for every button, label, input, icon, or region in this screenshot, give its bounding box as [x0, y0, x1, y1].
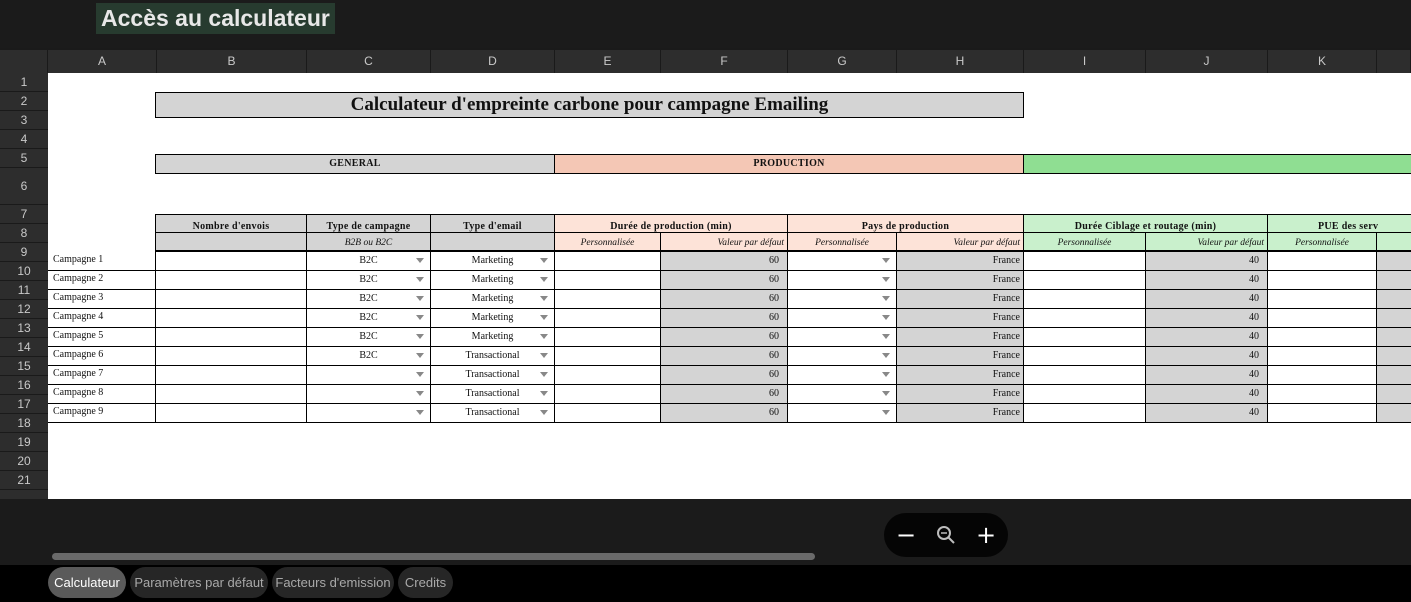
cell-type[interactable] [306, 308, 431, 328]
row-header[interactable]: 14 [0, 338, 48, 357]
cell-value: 60 [769, 293, 779, 304]
cell-duree[interactable] [660, 270, 788, 290]
cell-empty[interactable] [1376, 365, 1411, 385]
cell-name[interactable] [48, 251, 156, 271]
row-header[interactable]: 8 [0, 224, 48, 243]
cell-empty[interactable] [1376, 327, 1411, 347]
dropdown-arrow-icon[interactable] [416, 315, 424, 320]
row-header[interactable]: 21 [0, 471, 48, 490]
dropdown-arrow-icon[interactable] [540, 372, 548, 377]
zoom-reset-button[interactable] [934, 513, 958, 557]
cell-type[interactable] [306, 251, 431, 271]
cell-name[interactable] [48, 327, 156, 347]
dropdown-arrow-icon[interactable] [416, 391, 424, 396]
cell-value: B2C [359, 255, 378, 266]
sheet-title: Calculateur d'empreinte carbone pour campagne Emailing [155, 92, 1024, 118]
dropdown-arrow-icon[interactable] [540, 277, 548, 282]
row-header[interactable]: 9 [0, 243, 48, 262]
dropdown-arrow-icon[interactable] [882, 258, 890, 263]
cell-duree[interactable] [660, 403, 788, 423]
cell-email[interactable] [430, 251, 555, 271]
cell-value: France [992, 255, 1020, 266]
cell-empty[interactable] [787, 327, 897, 347]
cell-value: B2C [359, 312, 378, 323]
cell-value: 40 [1249, 293, 1259, 304]
cell-type[interactable] [306, 384, 431, 404]
cell-value: France [992, 350, 1020, 361]
cell-type[interactable] [306, 270, 431, 290]
zoom-icon [936, 525, 956, 545]
dropdown-arrow-icon[interactable] [882, 410, 890, 415]
cell-type[interactable] [306, 289, 431, 309]
cell-value: B2C [359, 274, 378, 285]
cell-value: 60 [769, 350, 779, 361]
subheader-ciblage-defaut: Valeur par défaut [1145, 232, 1268, 251]
dropdown-arrow-icon[interactable] [882, 315, 890, 320]
cell-value: B2C [359, 293, 378, 304]
cell-empty[interactable] [554, 327, 661, 347]
cell-value: 60 [769, 331, 779, 342]
zoom-in-button[interactable] [974, 513, 998, 557]
cell-empty[interactable] [155, 403, 307, 423]
subheader-pays-personnalisee: Personnalisée [787, 232, 897, 251]
column-header[interactable]: C [307, 50, 431, 73]
dropdown-arrow-icon[interactable] [882, 372, 890, 377]
plus-icon: + [975, 521, 997, 549]
section-production: PRODUCTION [554, 154, 1024, 174]
subheader-prod-defaut: Valeur par défaut [660, 232, 788, 251]
cell-value: France [992, 293, 1020, 304]
cell-empty[interactable] [787, 289, 897, 309]
cell-duree[interactable] [660, 346, 788, 366]
row-header[interactable]: 4 [0, 130, 48, 149]
column-header[interactable]: B [157, 50, 307, 73]
subheader-pue-defaut [1376, 232, 1411, 251]
header-pue: PUE des serv [1267, 214, 1411, 233]
cell-empty[interactable] [554, 270, 661, 290]
tab-3[interactable]: Credits [398, 567, 453, 598]
cell-value: Campagne 8 [53, 387, 104, 398]
cell-value: France [992, 388, 1020, 399]
cell-ciblage[interactable] [1145, 327, 1268, 347]
cell-empty[interactable] [1023, 327, 1146, 347]
cell-value: Transactional [465, 407, 520, 418]
cell-empty[interactable] [155, 327, 307, 347]
cell-type[interactable] [306, 365, 431, 385]
cell-empty[interactable] [1267, 346, 1377, 366]
cell-pays[interactable] [896, 308, 1024, 328]
cell-pays[interactable] [896, 270, 1024, 290]
column-header[interactable]: E [555, 50, 661, 73]
row-header[interactable]: 6 [0, 168, 48, 205]
dropdown-arrow-icon[interactable] [416, 353, 424, 358]
row-header[interactable]: 5 [0, 149, 48, 168]
column-header[interactable]: J [1146, 50, 1268, 73]
cell-empty[interactable] [1376, 251, 1411, 271]
cell-pays[interactable] [896, 346, 1024, 366]
row-header[interactable]: 13 [0, 319, 48, 338]
cell-value: Campagne 2 [53, 273, 104, 284]
cell-empty[interactable] [1023, 365, 1146, 385]
cell-empty[interactable] [554, 384, 661, 404]
cell-email[interactable] [430, 270, 555, 290]
cell-empty[interactable] [1376, 346, 1411, 366]
row-header[interactable]: 18 [0, 414, 48, 433]
cell-ciblage[interactable] [1145, 346, 1268, 366]
cell-empty[interactable] [1267, 270, 1377, 290]
cell-empty[interactable] [155, 270, 307, 290]
cell-value: Campagne 7 [53, 368, 104, 379]
cell-empty[interactable] [1023, 270, 1146, 290]
cell-value: 60 [769, 255, 779, 266]
sheet-tabs [0, 565, 1411, 602]
cell-value: Campagne 6 [53, 349, 104, 360]
cell-empty[interactable] [787, 346, 897, 366]
cell-pays[interactable] [896, 327, 1024, 347]
cell-empty[interactable] [554, 346, 661, 366]
tab-0[interactable]: Calculateur [48, 567, 126, 598]
cell-value: Campagne 4 [53, 311, 104, 322]
cell-value: Campagne 3 [53, 292, 104, 303]
cell-empty[interactable] [1267, 365, 1377, 385]
cell-email[interactable] [430, 308, 555, 328]
cell-name[interactable] [48, 384, 156, 404]
cell-empty[interactable] [1023, 251, 1146, 271]
dropdown-arrow-icon[interactable] [882, 296, 890, 301]
cell-name[interactable] [48, 403, 156, 423]
cell-empty[interactable] [787, 270, 897, 290]
header-duree-production: Durée de production (min) [554, 214, 788, 233]
cell-value: 40 [1249, 350, 1259, 361]
cell-empty[interactable] [1023, 384, 1146, 404]
cell-value: B2C [359, 331, 378, 342]
subheader-pue-personnalisee: Personnalisée [1267, 232, 1377, 251]
cell-duree[interactable] [660, 308, 788, 328]
cell-pays[interactable] [896, 403, 1024, 423]
dropdown-arrow-icon[interactable] [882, 353, 890, 358]
row-header[interactable]: 1 [0, 73, 48, 92]
section-general: GENERAL [155, 154, 555, 174]
subheader-prod-personnalisee: Personnalisée [554, 232, 661, 251]
header-type-campagne: Type de campagne [306, 214, 431, 233]
cell-value: Campagne 1 [53, 254, 104, 265]
sheet-grid [48, 73, 1411, 499]
column-header-bar [0, 50, 1411, 73]
dropdown-arrow-icon[interactable] [540, 353, 548, 358]
page-title: Accès au calculateur [96, 3, 335, 34]
cell-type[interactable] [306, 403, 431, 423]
cell-empty[interactable] [787, 384, 897, 404]
cell-ciblage[interactable] [1145, 270, 1268, 290]
cell-value: Marketing [471, 274, 514, 285]
cell-value: Transactional [465, 388, 520, 399]
cell-empty[interactable] [1267, 308, 1377, 328]
header-nombre-envois: Nombre d'envois [155, 214, 307, 233]
cell-ciblage[interactable] [1145, 365, 1268, 385]
dropdown-arrow-icon[interactable] [540, 258, 548, 263]
cell-empty[interactable] [554, 308, 661, 328]
row-header[interactable]: 19 [0, 433, 48, 452]
cell-empty[interactable] [787, 308, 897, 328]
cell-value: Marketing [471, 312, 514, 323]
cell-email[interactable] [430, 403, 555, 423]
cell-empty[interactable] [787, 251, 897, 271]
cell-name[interactable] [48, 308, 156, 328]
cell-empty[interactable] [1376, 308, 1411, 328]
cell-value: Campagne 9 [53, 406, 104, 417]
zoom-controls [884, 513, 1008, 557]
cell-value: 60 [769, 369, 779, 380]
top-bar [0, 0, 1411, 48]
cell-name[interactable] [48, 346, 156, 366]
column-header-overflow[interactable] [1377, 50, 1411, 73]
row-header[interactable]: 20 [0, 452, 48, 471]
cell-empty[interactable] [1376, 403, 1411, 423]
column-header[interactable]: G [788, 50, 897, 73]
cell-ciblage[interactable] [1145, 289, 1268, 309]
cell-empty[interactable] [1023, 289, 1146, 309]
column-header[interactable]: A [48, 50, 157, 73]
cell-email[interactable] [430, 365, 555, 385]
cell-value: France [992, 407, 1020, 418]
subheader-nombre-envois [155, 232, 307, 251]
cell-empty[interactable] [155, 384, 307, 404]
cell-duree[interactable] [660, 365, 788, 385]
cell-empty[interactable] [155, 289, 307, 309]
dropdown-arrow-icon[interactable] [882, 277, 890, 282]
cell-empty[interactable] [1023, 308, 1146, 328]
cell-value: Campagne 5 [53, 330, 104, 341]
cell-value: France [992, 369, 1020, 380]
dropdown-arrow-icon[interactable] [416, 258, 424, 263]
cell-ciblage[interactable] [1145, 308, 1268, 328]
cell-value: 40 [1249, 331, 1259, 342]
header-duree-ciblage: Durée Ciblage et routage (min) [1023, 214, 1268, 233]
cell-value: Marketing [471, 293, 514, 304]
cell-duree[interactable] [660, 327, 788, 347]
subheader-b2b-b2c: B2B ou B2C [306, 232, 431, 251]
row-header[interactable]: 11 [0, 281, 48, 300]
cell-value: France [992, 274, 1020, 285]
cell-empty[interactable] [1023, 346, 1146, 366]
cell-pays[interactable] [896, 384, 1024, 404]
dropdown-arrow-icon[interactable] [540, 391, 548, 396]
column-header[interactable]: K [1268, 50, 1377, 73]
cell-value: 60 [769, 407, 779, 418]
cell-value: France [992, 312, 1020, 323]
cell-empty[interactable] [554, 251, 661, 271]
row-header[interactable]: 15 [0, 357, 48, 376]
cell-value: Transactional [465, 350, 520, 361]
cell-empty[interactable] [1267, 289, 1377, 309]
header-type-email: Type d'email [430, 214, 555, 233]
cell-value: 40 [1249, 274, 1259, 285]
cell-type[interactable] [306, 346, 431, 366]
cell-value: Marketing [471, 331, 514, 342]
row-header[interactable]: 12 [0, 300, 48, 319]
cell-empty[interactable] [155, 365, 307, 385]
cell-email[interactable] [430, 327, 555, 347]
cell-empty[interactable] [155, 346, 307, 366]
dropdown-arrow-icon[interactable] [540, 334, 548, 339]
header-pays-production: Pays de production [787, 214, 1024, 233]
cell-empty[interactable] [1376, 384, 1411, 404]
zoom-out-button[interactable] [894, 513, 918, 557]
subheader-type-email [430, 232, 555, 251]
cell-value: Marketing [471, 255, 514, 266]
cell-value: 60 [769, 312, 779, 323]
cell-value: 60 [769, 388, 779, 399]
row-header[interactable]: 17 [0, 395, 48, 414]
cell-empty[interactable] [1267, 327, 1377, 347]
cell-value: France [992, 331, 1020, 342]
cell-email[interactable] [430, 346, 555, 366]
cell-value: Transactional [465, 369, 520, 380]
cell-name[interactable] [48, 270, 156, 290]
select-all-corner[interactable] [0, 50, 48, 73]
section-third [1023, 154, 1411, 174]
cell-duree[interactable] [660, 251, 788, 271]
dropdown-arrow-icon[interactable] [416, 277, 424, 282]
cell-email[interactable] [430, 289, 555, 309]
cell-value: 40 [1249, 407, 1259, 418]
cell-pays[interactable] [896, 251, 1024, 271]
subheader-pays-defaut: Valeur par défaut [896, 232, 1024, 251]
cell-empty[interactable] [554, 289, 661, 309]
dropdown-arrow-icon[interactable] [416, 296, 424, 301]
cell-pays[interactable] [896, 365, 1024, 385]
cell-duree[interactable] [660, 384, 788, 404]
cell-name[interactable] [48, 289, 156, 309]
cell-empty[interactable] [1267, 384, 1377, 404]
column-header[interactable]: H [897, 50, 1024, 73]
cell-empty[interactable] [155, 251, 307, 271]
cell-empty[interactable] [554, 403, 661, 423]
cell-value: 40 [1249, 255, 1259, 266]
cell-type[interactable] [306, 327, 431, 347]
dropdown-arrow-icon[interactable] [882, 391, 890, 396]
cell-empty[interactable] [1376, 270, 1411, 290]
cell-empty[interactable] [1267, 403, 1377, 423]
cell-empty[interactable] [787, 403, 897, 423]
row-header[interactable]: 2 [0, 92, 48, 111]
cell-empty[interactable] [1376, 289, 1411, 309]
cell-pays[interactable] [896, 289, 1024, 309]
cell-empty[interactable] [155, 308, 307, 328]
cell-value: 40 [1249, 312, 1259, 323]
dropdown-arrow-icon[interactable] [540, 296, 548, 301]
column-header[interactable]: F [661, 50, 788, 73]
cell-empty[interactable] [554, 365, 661, 385]
dropdown-arrow-icon[interactable] [416, 410, 424, 415]
row-header[interactable]: 3 [0, 111, 48, 130]
tab-1[interactable]: Paramètres par défaut [130, 567, 268, 598]
cell-email[interactable] [430, 384, 555, 404]
dropdown-arrow-icon[interactable] [540, 315, 548, 320]
cell-empty[interactable] [787, 365, 897, 385]
cell-empty[interactable] [1023, 403, 1146, 423]
dropdown-arrow-icon[interactable] [540, 410, 548, 415]
horizontal-scrollbar[interactable] [52, 553, 815, 560]
subheader-ciblage-personnalisee: Personnalisée [1023, 232, 1146, 251]
row-header[interactable]: 16 [0, 376, 48, 395]
dropdown-arrow-icon[interactable] [416, 334, 424, 339]
cell-ciblage[interactable] [1145, 403, 1268, 423]
cell-name[interactable] [48, 365, 156, 385]
column-header[interactable]: I [1024, 50, 1146, 73]
tab-2[interactable]: Facteurs d'emission [272, 567, 394, 598]
row-header[interactable]: 7 [0, 205, 48, 224]
cell-ciblage[interactable] [1145, 251, 1268, 271]
cell-value: 40 [1249, 388, 1259, 399]
dropdown-arrow-icon[interactable] [416, 372, 424, 377]
cell-duree[interactable] [660, 289, 788, 309]
cell-empty[interactable] [1267, 251, 1377, 271]
cell-value: B2C [359, 350, 378, 361]
row-header-bar [0, 73, 48, 499]
minus-icon: − [895, 521, 917, 549]
row-header[interactable]: 10 [0, 262, 48, 281]
cell-value: 60 [769, 274, 779, 285]
cell-value: 40 [1249, 369, 1259, 380]
cell-ciblage[interactable] [1145, 384, 1268, 404]
dropdown-arrow-icon[interactable] [882, 334, 890, 339]
column-header[interactable]: D [431, 50, 555, 73]
